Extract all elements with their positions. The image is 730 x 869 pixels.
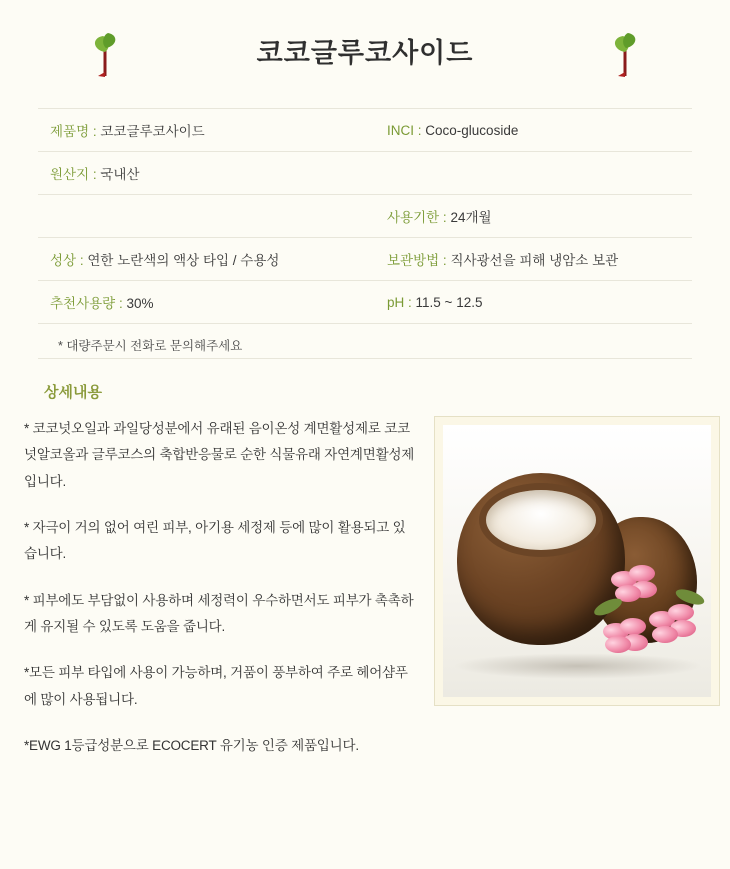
spec-note-cell <box>38 324 692 359</box>
table-row <box>38 195 692 238</box>
product-image-frame <box>434 416 720 706</box>
product-spec-table <box>38 108 692 359</box>
spec-cell-left <box>38 195 365 238</box>
spec-cell-left <box>38 152 365 195</box>
page-header <box>0 0 730 100</box>
detail-paragraph: * 피부에도 부담없이 사용하며 세정력이 우수하면서도 피부가 촉촉하게 유지될 수 있도록 도움을 줍니다. <box>24 592 414 634</box>
sprout-icon <box>605 26 645 78</box>
table-row <box>38 281 692 324</box>
detail-heading: 상세내용 <box>44 384 102 401</box>
spec-value: 24개월 <box>450 210 492 225</box>
coconut-photo <box>443 425 711 697</box>
spec-label: pH : <box>387 294 412 310</box>
detail-paragraph: *모든 피부 타입에 사용이 가능하며, 거품이 풍부하여 주로 헤어샴푸에 많이 사용됩니다. <box>24 665 408 707</box>
table-row <box>38 109 692 152</box>
sprout-icon <box>85 26 125 78</box>
spec-cell-right <box>365 195 692 238</box>
spec-cell-right <box>365 238 692 281</box>
detail-text-block <box>16 416 416 759</box>
spec-label: 제품명 : <box>50 124 97 139</box>
table-row-note <box>38 324 692 359</box>
spec-value: Coco-glucoside <box>425 122 519 138</box>
detail-paragraph: * 코코넛오일과 과일당성분에서 유래된 음이온성 계면활성제로 코코넛알코올과 글루코스의 축합반응물로 순한 식물유래 자연계면활성제입니다. <box>24 421 415 489</box>
spec-cell-left <box>38 281 365 324</box>
spec-value: 연한 노란색의 액상 타입 / 수용성 <box>87 253 280 268</box>
page-title: 코코글루코사이드 <box>256 37 474 68</box>
spec-cell-right <box>365 281 692 324</box>
detail-paragraph: *EWG 1등급성분으로 ECOCERT 유기농 인증 제품입니다. <box>24 737 359 753</box>
bulk-order-note: * 대량주문시 전화로 문의해주세요 <box>58 339 243 353</box>
footer-spacer <box>0 779 730 809</box>
spec-label: 원산지 : <box>50 167 97 182</box>
spec-value: 국내산 <box>100 167 140 182</box>
detail-content <box>0 416 730 809</box>
spec-label: 사용기한 : <box>387 210 447 225</box>
coconut-flesh <box>479 483 603 557</box>
spec-value: 코코글루코사이드 <box>100 124 205 139</box>
spec-cell-right <box>365 152 692 195</box>
spec-cell-left <box>38 238 365 281</box>
coconut-icon <box>457 473 625 645</box>
spec-value: 30% <box>126 296 154 311</box>
table-row <box>38 238 692 281</box>
spec-value: 직사광선을 피해 냉암소 보관 <box>450 253 619 268</box>
spec-value: 11.5 ~ 12.5 <box>415 294 483 310</box>
spec-label: 성상 : <box>50 253 84 268</box>
spec-label: INCI : <box>387 122 422 138</box>
spec-cell-left <box>38 109 365 152</box>
spec-label: 보관방법 : <box>387 253 447 268</box>
detail-paragraph: * 자극이 거의 없어 여린 피부, 아기용 세정제 등에 많이 활용되고 있습니다. <box>24 519 406 562</box>
spec-label: 추천사용량 : <box>50 296 123 311</box>
spec-cell-right <box>365 109 692 152</box>
photo-shadow <box>453 653 703 679</box>
table-row <box>38 152 692 195</box>
